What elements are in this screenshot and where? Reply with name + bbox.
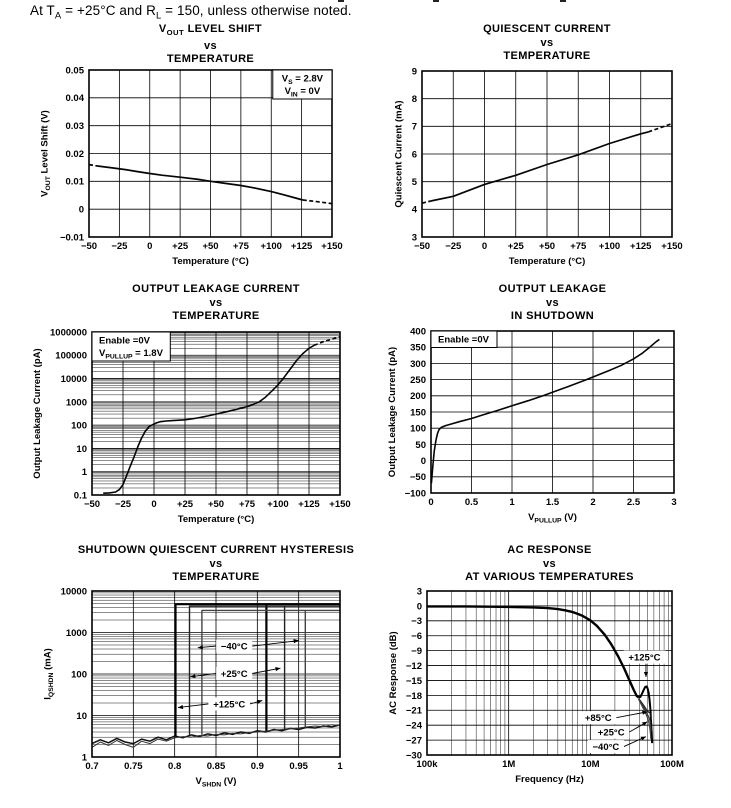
svg-text:300: 300 [410, 358, 426, 370]
svg-text:100k: 100k [416, 759, 438, 770]
svg-text:Output Leakage Current (pA): Output Leakage Current (pA) [31, 348, 43, 479]
gridlines [92, 591, 340, 757]
plot-ac-response-vs-at-various-temperatures [357, 583, 686, 793]
chart-title-line: $V_{OUT}$ LEVEL SHIFT [158, 23, 263, 38]
svg-text:7: 7 [411, 121, 417, 133]
svg-text:10000: 10000 [60, 586, 87, 598]
svg-text:+125: +125 [298, 499, 320, 510]
svg-text:+25: +25 [507, 241, 524, 252]
svg-text:VOUT Level Shift (V): $V_{OUT}$ Level Shift (V) [39, 110, 52, 197]
svg-text:−50: −50 [409, 472, 426, 484]
condition-box [92, 332, 170, 361]
plot-quiescent-current-vs-temperature [352, 63, 686, 275]
chart-title-line: TEMPERATURE [503, 50, 591, 62]
svg-text:0.95: 0.95 [289, 761, 308, 772]
svg-text:0.8: 0.8 [168, 761, 182, 772]
svg-text:−24: −24 [405, 720, 422, 732]
svg-text:4: 4 [411, 204, 417, 216]
svg-text:−25: −25 [111, 241, 128, 252]
svg-text:8: 8 [411, 94, 417, 106]
svg-text:VSHDN (V): $V_{SHDN}$ (V) [195, 776, 237, 789]
svg-text:0.02: 0.02 [65, 148, 84, 160]
conditions-note: At $T_A = +25^\circ C$ and $R_L = 150$, unless otherwise noted. [30, 3, 352, 22]
svg-text:0.5: 0.5 [464, 497, 479, 508]
svg-text:2: 2 [590, 497, 596, 508]
svg-text:−50: −50 [413, 241, 431, 252]
svg-text:−18: −18 [405, 690, 422, 702]
svg-text:1.5: 1.5 [545, 497, 560, 508]
clipped-header-fragment [560, 0, 566, 2]
svg-text:3: 3 [671, 497, 677, 508]
svg-text:+25: +25 [176, 499, 194, 510]
svg-text:VPULLUP (V): $V_{PULLUP}$ (V) [528, 512, 577, 525]
svg-text:−6: −6 [411, 631, 422, 643]
svg-text:+25°C: +25°C [220, 668, 248, 680]
svg-text:5: 5 [411, 177, 417, 189]
svg-text:9: 9 [411, 66, 417, 78]
svg-text:1: 1 [337, 761, 343, 772]
svg-text:−3: −3 [411, 616, 422, 628]
svg-text:1: 1 [81, 752, 87, 764]
svg-text:+75: +75 [238, 499, 256, 510]
svg-text:0: 0 [420, 456, 426, 467]
svg-text:−27: −27 [405, 735, 422, 747]
svg-text:Enable =0V: Enable =0V [99, 335, 150, 347]
callouts [178, 639, 299, 710]
svg-text:−30: −30 [405, 750, 422, 762]
svg-text:100000: 100000 [55, 350, 87, 362]
chart-title-line: TEMPERATURE [172, 310, 260, 322]
svg-text:−40°C: −40°C [220, 641, 248, 653]
svg-text:1000: 1000 [65, 627, 87, 639]
svg-text:1M: 1M [502, 759, 516, 770]
svg-text:VIN = 0V: $V_{IN} = 0V$ [284, 86, 321, 99]
plot-vout-level-shift-vs-temperature [19, 62, 346, 275]
svg-text:+125: +125 [290, 241, 313, 252]
chart-title-line: OUTPUT LEAKAGE CURRENT [132, 283, 300, 295]
svg-text:0: 0 [428, 497, 434, 508]
svg-text:0.9: 0.9 [250, 761, 264, 772]
plot-output-leakage-vs-in-shutdown [361, 323, 688, 531]
svg-text:350: 350 [410, 342, 426, 354]
svg-text:200: 200 [410, 391, 426, 403]
series [427, 606, 652, 743]
svg-text:+50: +50 [207, 499, 225, 510]
svg-text:0: 0 [481, 241, 488, 252]
chart-title-line: TEMPERATURE [172, 571, 260, 583]
plot-frame [427, 591, 672, 755]
chart-title-line: TEMPERATURE [166, 53, 255, 66]
chart-title-line: vs [545, 296, 560, 309]
gridlines [427, 591, 672, 755]
svg-text:+150: +150 [329, 499, 351, 510]
svg-text:1000: 1000 [65, 397, 87, 409]
clipped-header-fragment [338, 0, 344, 2]
svg-text:0: 0 [78, 204, 84, 216]
chart-title-line: vs [209, 296, 223, 309]
svg-text:−0.01: −0.01 [59, 232, 84, 244]
svg-text:−15: −15 [405, 675, 422, 687]
svg-text:−50: −50 [80, 241, 98, 252]
svg-text:Temperature (°C): Temperature (°C) [172, 256, 249, 267]
svg-text:+75: +75 [570, 241, 587, 252]
chart-title-line: IN SHUTDOWN [510, 310, 595, 322]
svg-text:−100: −100 [404, 488, 426, 500]
svg-text:0.04: 0.04 [65, 93, 84, 105]
svg-text:100M: 100M [660, 759, 684, 770]
svg-text:250: 250 [410, 375, 426, 386]
series [431, 339, 659, 483]
svg-text:150: 150 [410, 407, 426, 419]
svg-text:IQSHDN (mA): $I_{QSHDN}$ (mA) [42, 648, 55, 700]
svg-text:10: 10 [76, 443, 87, 455]
svg-text:−25: −25 [114, 499, 132, 510]
svg-text:100: 100 [71, 669, 87, 681]
svg-text:2.5: 2.5 [626, 497, 641, 508]
svg-text:0: 0 [147, 241, 153, 252]
svg-text:Frequency (Hz): Frequency (Hz) [515, 774, 584, 785]
chart-title-line: SHUTDOWN QUIESCENT CURRENT HYSTERESIS [77, 544, 355, 556]
svg-text:+100: +100 [260, 241, 282, 252]
chart-title-output-leakage-vs-in-shutdown [376, 283, 729, 324]
svg-text:−40°C: −40°C [592, 741, 620, 753]
svg-text:−21: −21 [405, 705, 422, 717]
svg-text:Quiescent Current (mA): Quiescent Current (mA) [393, 100, 405, 208]
chart-title-line: AT VARIOUS TEMPERATURES [465, 571, 634, 583]
svg-text:0.03: 0.03 [65, 121, 84, 133]
svg-text:−12: −12 [405, 660, 422, 672]
svg-text:100: 100 [410, 423, 426, 435]
svg-text:0: 0 [151, 499, 157, 510]
svg-text:−25: −25 [445, 241, 462, 252]
svg-text:AC Response (dB): AC Response (dB) [388, 631, 400, 715]
svg-text:+150: +150 [321, 241, 343, 252]
chart-title-vout-level-shift-vs-temperature [34, 23, 387, 67]
chart-title-line: QUIESCENT CURRENT [483, 23, 611, 35]
svg-text:−50: −50 [83, 499, 101, 510]
svg-text:+50: +50 [538, 241, 556, 252]
condition-box [431, 331, 497, 348]
svg-text:+125°C: +125°C [628, 652, 661, 664]
svg-text:0.05: 0.05 [65, 65, 84, 77]
chart-title-line: AC RESPONSE [507, 544, 592, 556]
condition-box [273, 70, 332, 99]
svg-text:10000: 10000 [60, 373, 87, 385]
svg-text:0.7: 0.7 [85, 761, 99, 772]
svg-text:+85°C: +85°C [584, 713, 612, 725]
svg-text:1000000: 1000000 [50, 327, 87, 339]
svg-text:+100: +100 [267, 499, 289, 510]
svg-text:3: 3 [411, 232, 417, 244]
svg-text:0.85: 0.85 [206, 761, 226, 772]
svg-text:0.01: 0.01 [65, 176, 84, 188]
svg-text:+150: +150 [661, 241, 683, 252]
chart-title-line: vs [540, 36, 554, 49]
chart-title-line: vs [542, 557, 557, 570]
svg-text:6: 6 [411, 149, 417, 161]
svg-text:VS = 2.8V: $V_S = 2.8V$ [281, 73, 324, 86]
svg-text:+100: +100 [598, 241, 621, 252]
svg-text:VPULLUP = 1.8V: $V_{PULLUP} = 1.8V$ [99, 348, 163, 361]
gridlines [422, 71, 672, 237]
svg-text:1: 1 [509, 497, 515, 508]
svg-text:3: 3 [416, 586, 422, 598]
plot-output-leakage-current-vs-temperature [22, 324, 354, 533]
plot-shutdown-quiescent-current-hysteresis-vs-temperature [22, 583, 354, 795]
chart-title-output-leakage-current-vs-temperature [37, 283, 395, 324]
clipped-header-fragment [433, 0, 439, 2]
svg-text:Enable =0V: Enable =0V [438, 334, 489, 346]
svg-text:Temperature (°C): Temperature (°C) [508, 256, 586, 267]
svg-text:+25: +25 [172, 241, 189, 252]
svg-text:+125: +125 [630, 241, 652, 252]
svg-text:0.1: 0.1 [73, 490, 87, 502]
svg-text:10: 10 [76, 710, 87, 722]
chart-title-ac-response-vs-at-various-temperatures [372, 544, 727, 585]
svg-text:+25°C: +25°C [597, 727, 625, 739]
svg-text:400: 400 [410, 326, 426, 338]
svg-text:Temperature (°C): Temperature (°C) [177, 514, 255, 525]
chart-title-line: vs [209, 557, 223, 570]
chart-title-line: OUTPUT LEAKAGE [498, 283, 607, 295]
svg-text:0: 0 [416, 601, 422, 613]
svg-text:+125°C: +125°C [213, 699, 246, 711]
chart-title-line: vs [203, 39, 218, 52]
svg-text:100: 100 [71, 420, 87, 432]
svg-text:1: 1 [81, 467, 87, 479]
chart-title-shutdown-quiescent-current-hysteresis-vs-temperature [37, 544, 395, 585]
gridlines [431, 331, 674, 493]
svg-text:Output Leakage Current (pA): Output Leakage Current (pA) [386, 346, 398, 478]
chart-title-quiescent-current-vs-temperature [367, 23, 727, 64]
svg-text:+75: +75 [232, 241, 249, 252]
svg-text:0.75: 0.75 [124, 761, 143, 772]
svg-text:10M: 10M [581, 759, 600, 770]
svg-text:50: 50 [415, 439, 426, 451]
svg-text:−9: −9 [411, 646, 422, 658]
axis-labels [43, 586, 344, 788]
svg-text:+50: +50 [202, 241, 219, 252]
